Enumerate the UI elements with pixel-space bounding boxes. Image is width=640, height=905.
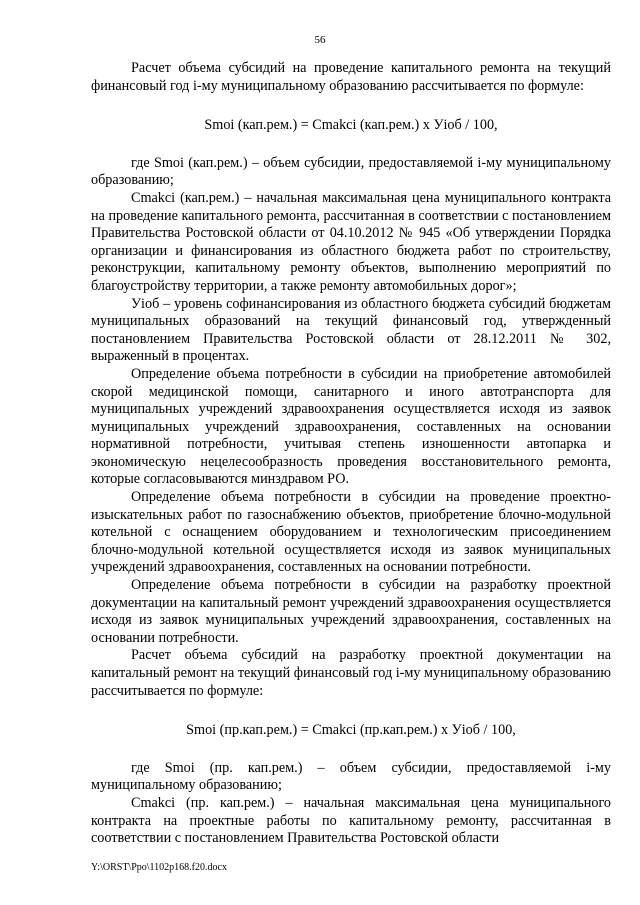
file-path-footer: Y:\ORST\Ppo\1102p168.f20.docx (91, 862, 227, 873)
paragraph-uiob-definition: Уiоб – уровень софинансирования из областного бюджета субсидий бюджетам муниципальных образований на текущий финансовый год, утвержденный постановлением Правительства Ростовской области от 28.12.2011 № 302, выраженный в процентах. (91, 295, 611, 365)
paragraph-cmakci-definition: Cmakci (кап.рем.) – начальная максимальная цена муниципального контракта на проведение капитального ремонта, рассчитанная в соответствии с постановлением Правительства Ростовской области от 04.10.2012 № 945 «Об утверждении Порядка организации и финансирования из областного бюджета работ по строительству, реконструкции, капитальному ремонту объектов, выполнению мероприятий по благоустройству территории, а также ремонту автомобильных дорог»; (91, 189, 611, 294)
paragraph-smoi-design-definition: где Smoi (пр. кап.рем.) – объем субсидии, предоставляемой i-му муниципальному образованию; (91, 759, 611, 794)
formula-design-repair: Smoi (пр.кап.рем.) = Cmakci (пр.кап.рем.) x Уiоб / 100, (186, 722, 516, 739)
formula-capital-repair: Smoi (кап.рем.) = Cmakci (кап.рем.) x Уiоб / 100, (204, 117, 498, 134)
paragraph-cmakci-design-definition: Cmakci (пр. кап.рем.) – начальная максимальная цена муниципального контракта на проектные работы по капитальному ремонту, рассчитанная в соответствии с постановлением Правительства Ростовской области (91, 794, 611, 847)
paragraph-design-calc: Расчет объема субсидий на разработку проектной документации на капитальный ремонт на текущий финансовый год i-му муниципальному образованию рассчитывается по формуле: (91, 647, 611, 699)
paragraph-smoi-definition: где Smoi (кап.рем.) – объем субсидии, предоставляемой i-му муниципальному образованию; (91, 154, 611, 189)
document-body (91, 60, 611, 848)
page-number: 56 (314, 34, 326, 46)
paragraph-intro: Расчет объема субсидий на проведение капитального ремонта на текущий финансовый год i-му муниципальному образованию рассчитывается по формуле: (91, 60, 611, 94)
paragraph-ambulance: Определение объема потребности в субсидии на приобретение автомобилей скорой медицинской помощи, санитарного и иного автотранспорта для муниципальных учреждений здравоохранения осуществляется исходя из заявок муниципальных учреждений здравоохранения, составленных на основании нормативной потребности, учитывая степень изношенности автопарка и экономическую нецелесообразность проведения восстановительного ремонта, которые согласовываются минздравом РО. (91, 365, 611, 488)
paragraph-gas-supply: Определение объема потребности в субсидии на проведение проектно-изыскательных работ по газоснабжению объектов, приобретение блочно-модульной котельной с оснащением оборудованием и технологическим присоединением блочно-модульной котельной осуществляется исходя из заявок муниципальных учреждений здравоохранения, составленных на основании потребности. (91, 489, 611, 576)
paragraph-design-documentation: Определение объема потребности в субсидии на разработку проектной документации на капитальный ремонт учреждений здравоохранения осуществляется исходя из заявок муниципальных учреждений здравоохранения, составленных на основании потребности. (91, 577, 611, 646)
